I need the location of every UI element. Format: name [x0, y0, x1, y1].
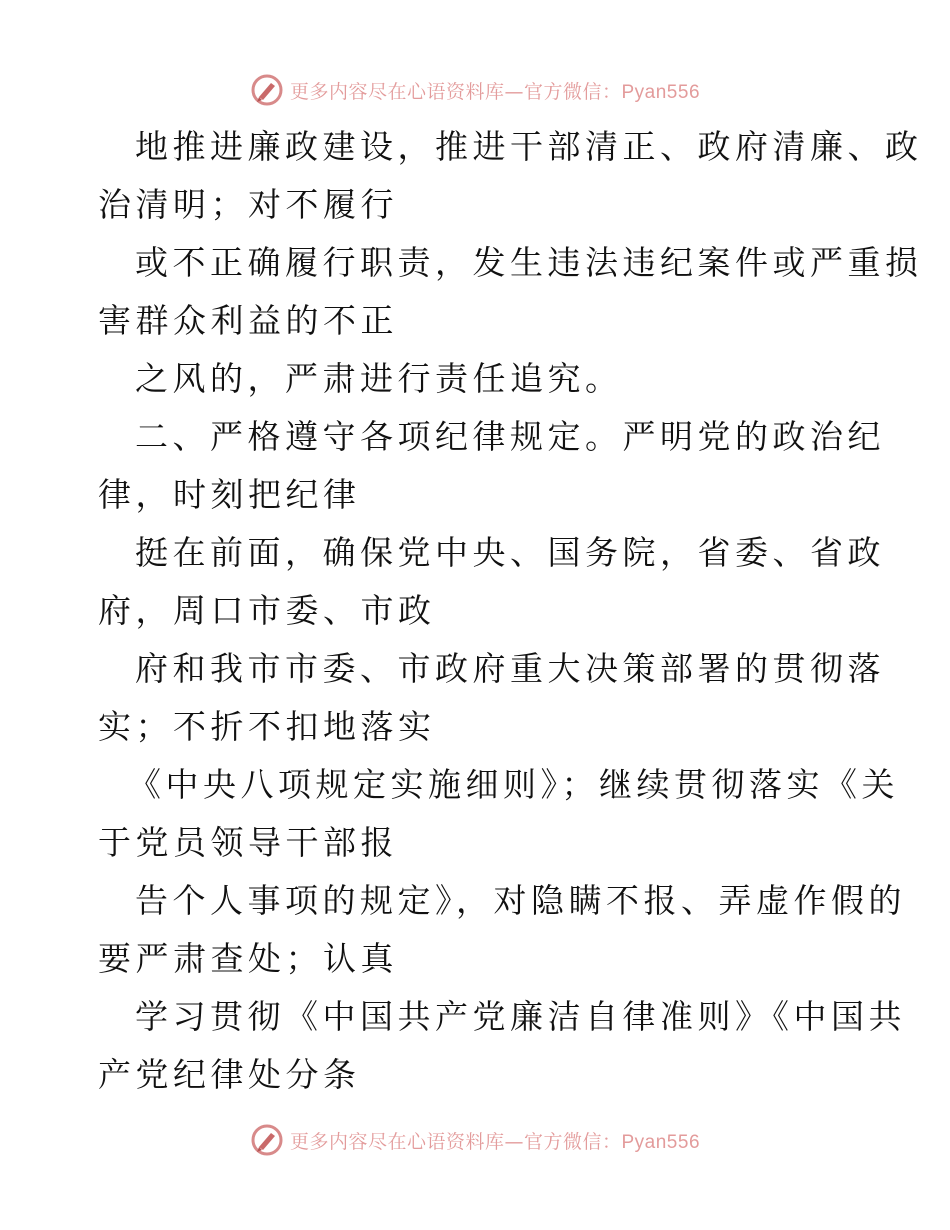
watermark-brand: 更多内容尽在心语资料库 — [289, 80, 505, 103]
pen-logo-icon — [250, 1123, 284, 1157]
watermark-official: 官方微信： — [523, 80, 622, 103]
watermark-text — [290, 77, 700, 104]
watermark-separator: — — [504, 1130, 524, 1153]
footer-watermark — [0, 1120, 950, 1160]
body-line-11: 实；不折不扣地落实 — [98, 707, 436, 746]
body-line-1: 地推进廉政建设，推进干部清正、政府清廉、政 — [135, 127, 923, 166]
body-line-9: 府，周口市委、市政 — [98, 591, 436, 630]
body-line-4: 害群众利益的不正 — [98, 301, 398, 340]
watermark-brand: 更多内容尽在心语资料库 — [289, 1130, 505, 1153]
header-watermark — [0, 70, 950, 110]
body-line-12: 《中央八项规定实施细则》；继续贯彻落实《关 — [128, 765, 899, 804]
body-line-14: 告个人事项的规定》，对隐瞒不报、弄虚作假的 — [135, 881, 906, 920]
body-line-10: 府和我市市委、市政府重大决策部署的贯彻落 — [135, 649, 885, 688]
body-line-2: 治清明；对不履行 — [98, 185, 398, 224]
body-line-15: 要严肃查处；认真 — [98, 939, 398, 978]
body-line-16: 学习贯彻《中国共产党廉洁自律准则》《中国共 — [135, 997, 906, 1036]
watermark-wechat-id: Pyan556 — [621, 81, 701, 103]
pen-logo-icon — [250, 73, 284, 107]
watermark-text — [290, 1127, 700, 1154]
watermark-official: 官方微信： — [523, 1130, 622, 1153]
body-line-13: 于党员领导干部报 — [98, 823, 398, 862]
body-line-17: 产党纪律处分条 — [98, 1055, 361, 1094]
body-line-5: 之风的，严肃进行责任追究。 — [135, 359, 623, 398]
watermark-separator: — — [504, 80, 524, 103]
body-line-7: 律，时刻把纪律 — [98, 475, 361, 514]
body-line-8: 挺在前面，确保党中央、国务院，省委、省政 — [135, 533, 885, 572]
body-line-6: 二、严格遵守各项纪律规定。严明党的政治纪 — [135, 417, 885, 456]
watermark-wechat-id: Pyan556 — [621, 1131, 701, 1153]
body-line-3: 或不正确履行职责，发生违法违纪案件或严重损 — [135, 243, 923, 282]
